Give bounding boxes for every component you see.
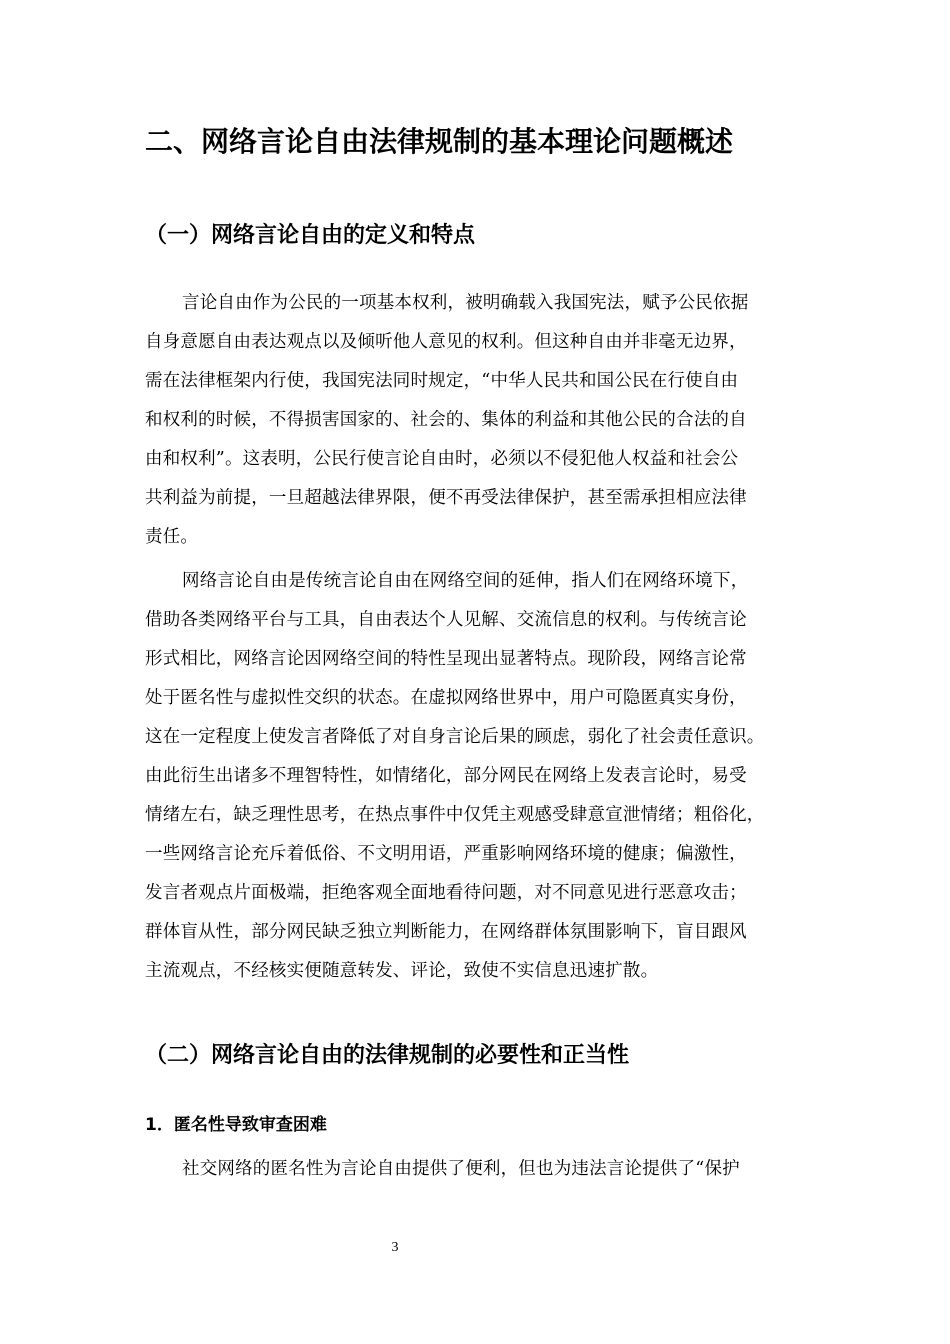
text-line: 处于匿名性与虚拟性交织的状态。在虚拟网络世界中，用户可隐匿真实身份， (145, 688, 747, 708)
page-number: 3 (391, 1240, 399, 1255)
text-line: 情绪左右，缺乏理性思考，在热点事件中仅凭主观感受肆意宣泄情绪；粗俗化， (145, 805, 765, 825)
text-line: 发言者观点片面极端，拒绝客观全面地看待问题，对不同意见进行恶意攻击； (145, 883, 747, 903)
text-line: 共利益为前提，一旦超越法律界限，便不再受法律保护，甚至需承担相应法律 (145, 488, 747, 508)
text-line: 社交网络的匿名性为言论自由提供了便利，但也为违法言论提供了“保护 (182, 1159, 740, 1179)
text-line: 形式相比，网络言论因网络空间的特性呈现出显著特点。现阶段，网络言论常 (145, 649, 747, 669)
text-line: 群体盲从性，部分网民缺乏独立判断能力，在网络群体氛围影响下，盲目跟风 (145, 922, 747, 942)
text-line: 责任。 (145, 527, 199, 547)
text-line: 和权利的时候，不得损害国家的、社会的、集体的利益和其他公民的合法的自 (145, 410, 747, 430)
text-line: 网络言论自由是传统言论自由在网络空间的延伸，指人们在网络环境下， (182, 571, 749, 591)
text-line: 自身意愿自由表达观点以及倾听他人意见的权利。但这种自由并非毫无边界， (145, 332, 747, 352)
text-line: 由此衍生出诸多不理智特性，如情绪化，部分网民在网络上发表言论时，易受 (145, 766, 747, 786)
text-line: 一些网络言论充斥着低俗、不文明用语，严重影响网络环境的健康；偏激性， (145, 844, 747, 864)
text-line: 这在一定程度上使发言者降低了对自身言论后果的顾虑，弱化了社会责任意识。 (145, 727, 765, 747)
section-heading-2: （二）网络言论自由的法律规制的必要性和正当性 (145, 1043, 630, 1068)
subsection-heading: 1．匿名性导致审查困难 (145, 1115, 327, 1135)
section-heading-1: （一）网络言论自由的定义和特点 (145, 223, 476, 248)
text-line: 借助各类网络平台与工具，自由表达个人见解、交流信息的权利。与传统言论 (145, 610, 747, 630)
text-line: 言论自由作为公民的一项基本权利，被明确载入我国宪法，赋予公民依据 (182, 293, 749, 313)
chapter-title: 二、网络言论自由法律规制的基本理论问题概述 (145, 125, 734, 158)
text-line: 由和权利”。这表明，公民行使言论自由时，必须以不侵犯他人权益和社会公 (145, 449, 739, 469)
text-line: 主流观点，不经核实便随意转发、评论，致使不实信息迅速扩散。 (145, 961, 659, 981)
text-line: 需在法律框架内行使，我国宪法同时规定，“中华人民共和国公民在行使自由 (145, 371, 739, 391)
